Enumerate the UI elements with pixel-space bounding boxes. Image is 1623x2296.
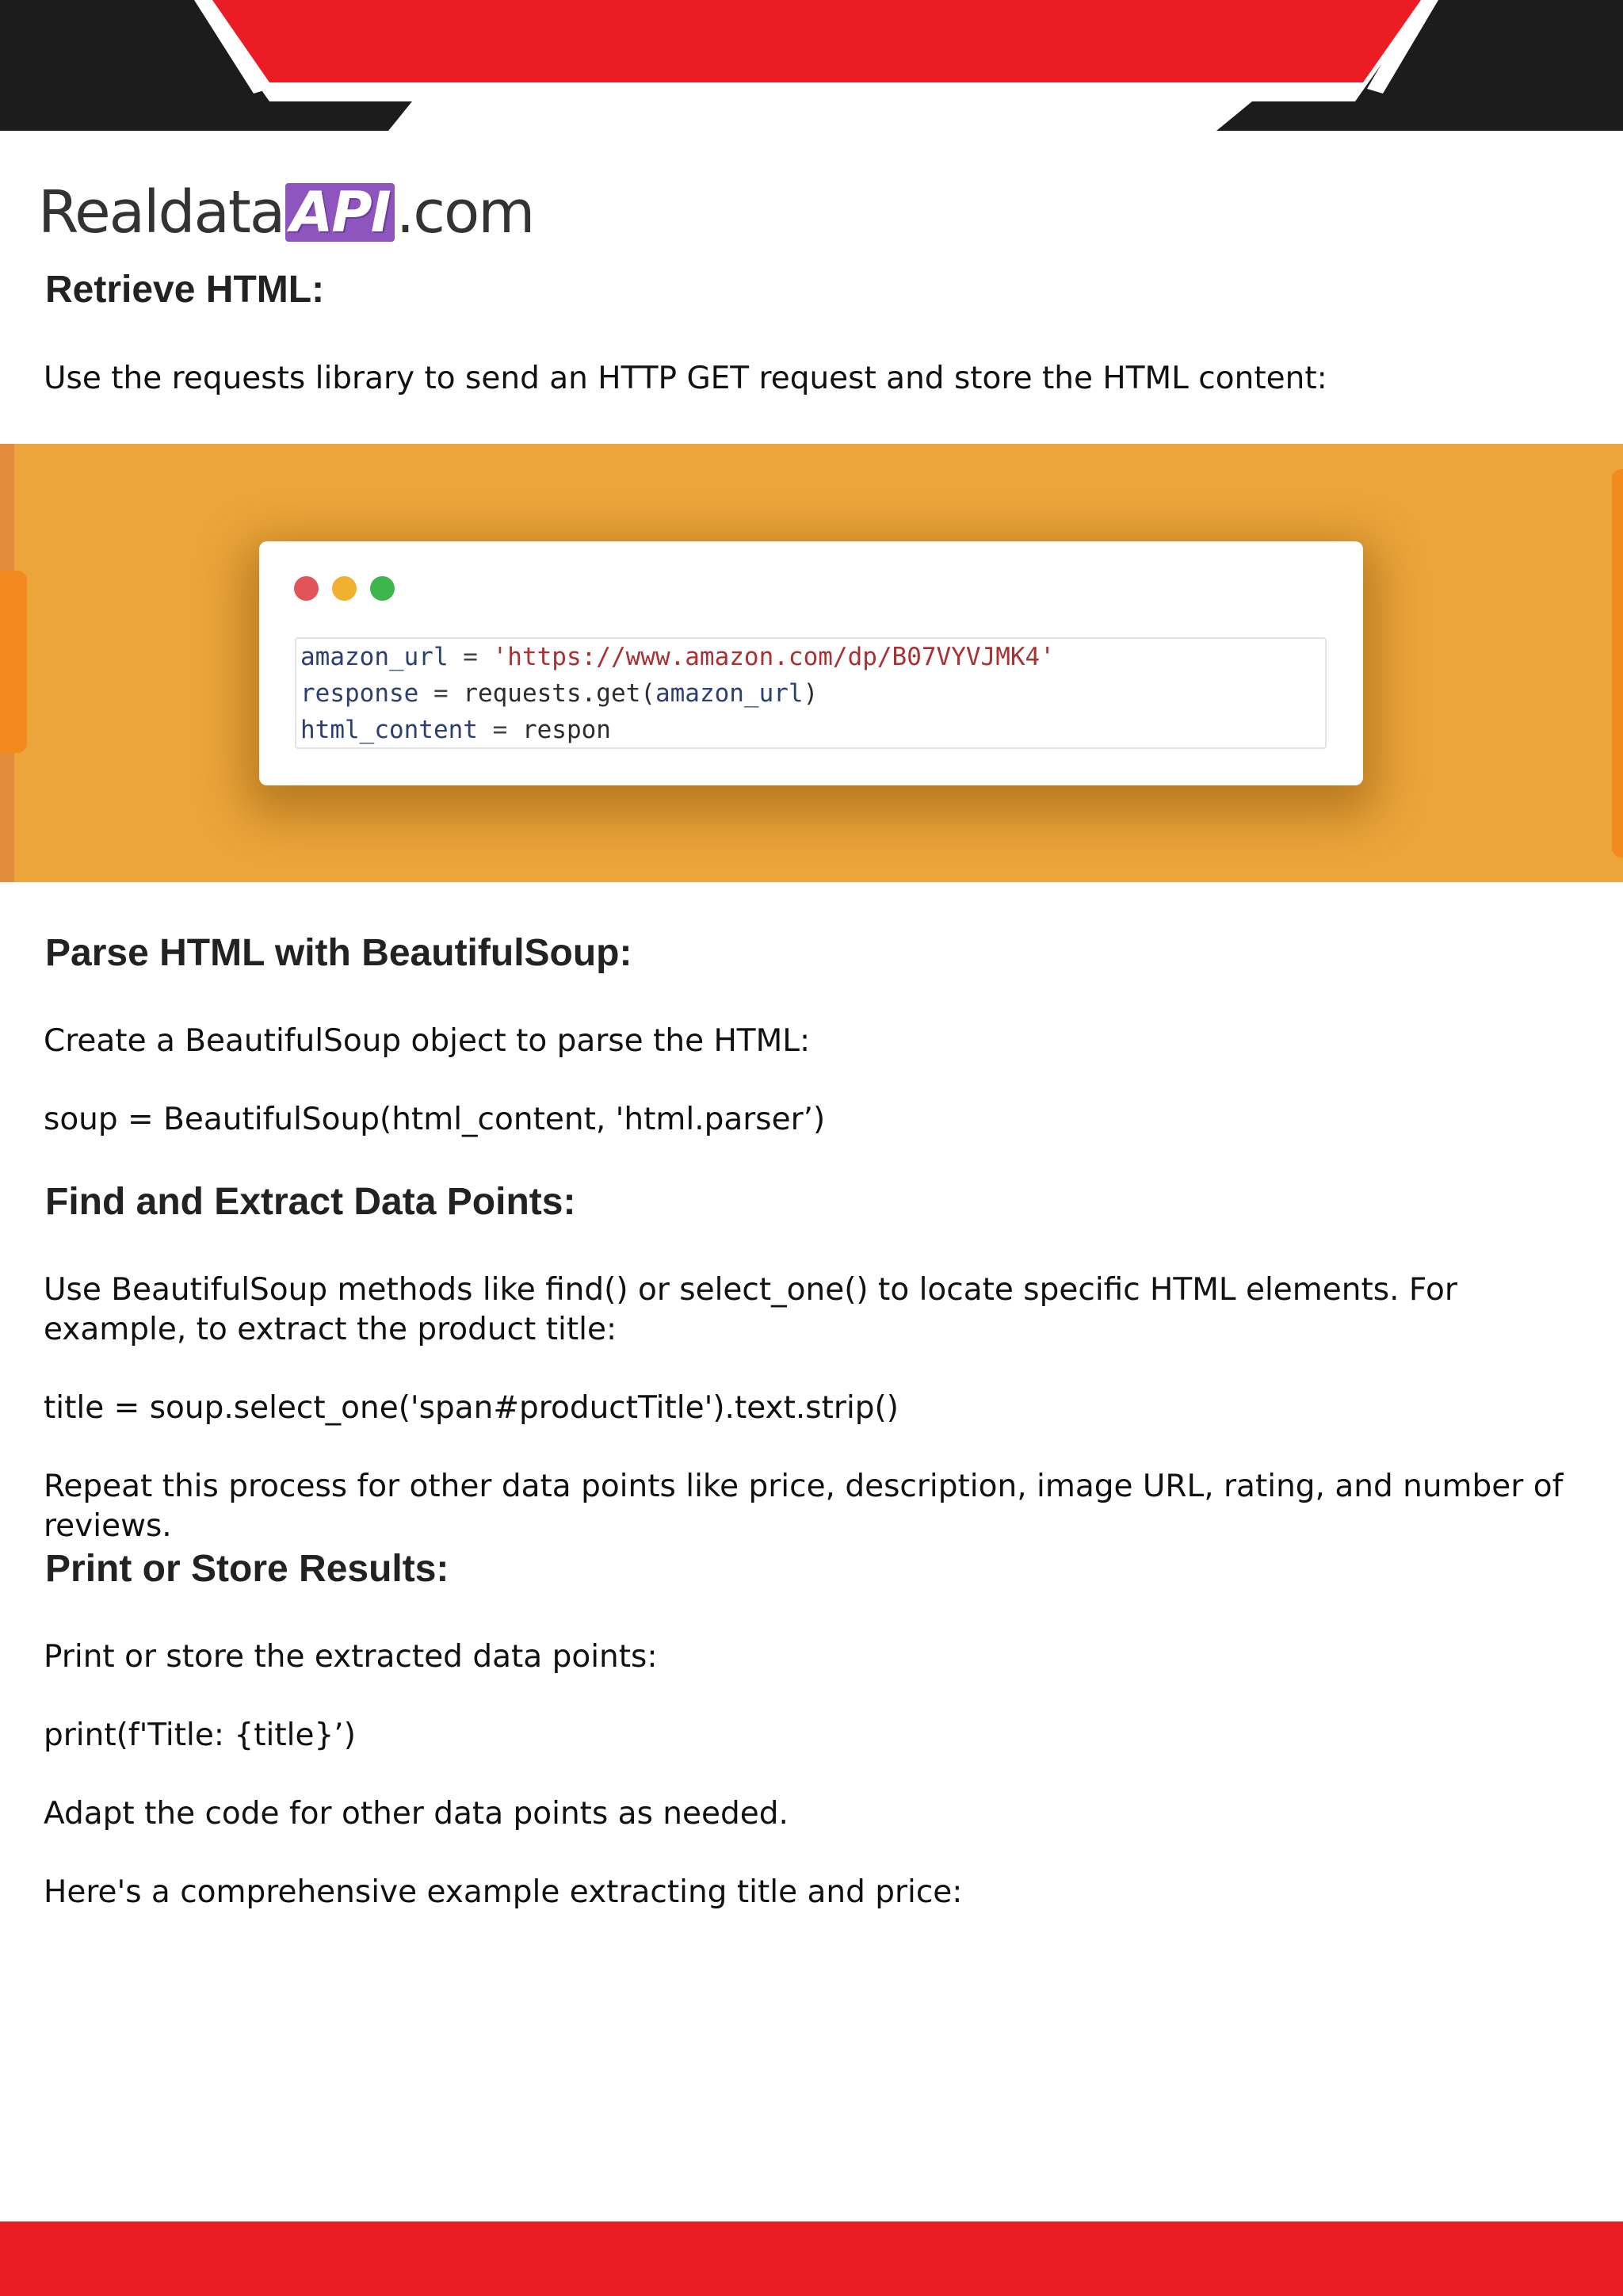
- code-token: requests.get(: [463, 679, 655, 708]
- code-token: ): [803, 679, 819, 708]
- retrieve-html-heading: Retrieve HTML:: [45, 269, 325, 311]
- code-token: response: [300, 679, 419, 708]
- window-minimize-dot-icon: [332, 576, 357, 601]
- parse-html-code: soup = BeautifulSoup(html_content, 'html.parser’): [44, 1102, 826, 1137]
- code-token: =: [418, 679, 464, 708]
- code-token: amazon_url: [300, 643, 449, 671]
- header-banner: [0, 0, 1623, 131]
- code-line-1: [300, 639, 1321, 675]
- code-token: =: [448, 643, 493, 671]
- logo-text-pre: Realdata: [38, 178, 285, 246]
- window-maximize-dot-icon: [370, 576, 395, 601]
- print-store-example: Here's a comprehensive example extracting title and price:: [44, 1874, 963, 1910]
- footer-banner: [0, 2222, 1623, 2296]
- code-block: [295, 637, 1327, 749]
- print-store-heading: Print or Store Results:: [45, 1548, 449, 1590]
- print-store-text: Print or store the extracted data points:: [44, 1639, 658, 1675]
- print-store-code: print(f'Title: {title}’): [44, 1717, 356, 1753]
- window-close-dot-icon: [294, 576, 319, 601]
- band-left-tab: [0, 571, 27, 753]
- code-window: [259, 541, 1363, 785]
- code-token: 'https://www.amazon.com/dp/B07VYVJMK4': [492, 643, 1055, 671]
- code-token: amazon_url: [655, 679, 804, 708]
- code-line-3: [300, 712, 1321, 748]
- find-extract-repeat: Repeat this process for other data points like price, description, image URL, rating, and number of reviews.: [44, 1469, 1564, 1544]
- retrieve-html-text: Use the requests library to send an HTTP GET request and store the HTML content:: [44, 361, 1327, 396]
- code-line-2: [300, 675, 1321, 712]
- find-extract-heading: Find and Extract Data Points:: [45, 1181, 576, 1223]
- code-token: respon: [521, 716, 611, 744]
- find-extract-text: Use BeautifulSoup methods like find() or select_one() to locate specific HTML elements. For example, to extract the product title:: [44, 1272, 1457, 1347]
- code-token: =: [477, 716, 522, 744]
- find-extract-code: title = soup.select_one('span#productTitle').text.strip(): [44, 1390, 899, 1426]
- realdataapi-logo: [38, 178, 534, 246]
- parse-html-heading: Parse HTML with BeautifulSoup:: [45, 932, 632, 974]
- print-store-adapt: Adapt the code for other data points as needed.: [44, 1796, 789, 1832]
- band-right-tab: [1612, 469, 1623, 858]
- logo-text-api: API: [285, 183, 395, 242]
- logo-text-post: .com: [395, 178, 534, 246]
- code-token: html_content: [300, 716, 478, 744]
- parse-html-text: Create a BeautifulSoup object to parse the HTML:: [44, 1023, 811, 1059]
- code-screenshot-banner: [0, 444, 1623, 882]
